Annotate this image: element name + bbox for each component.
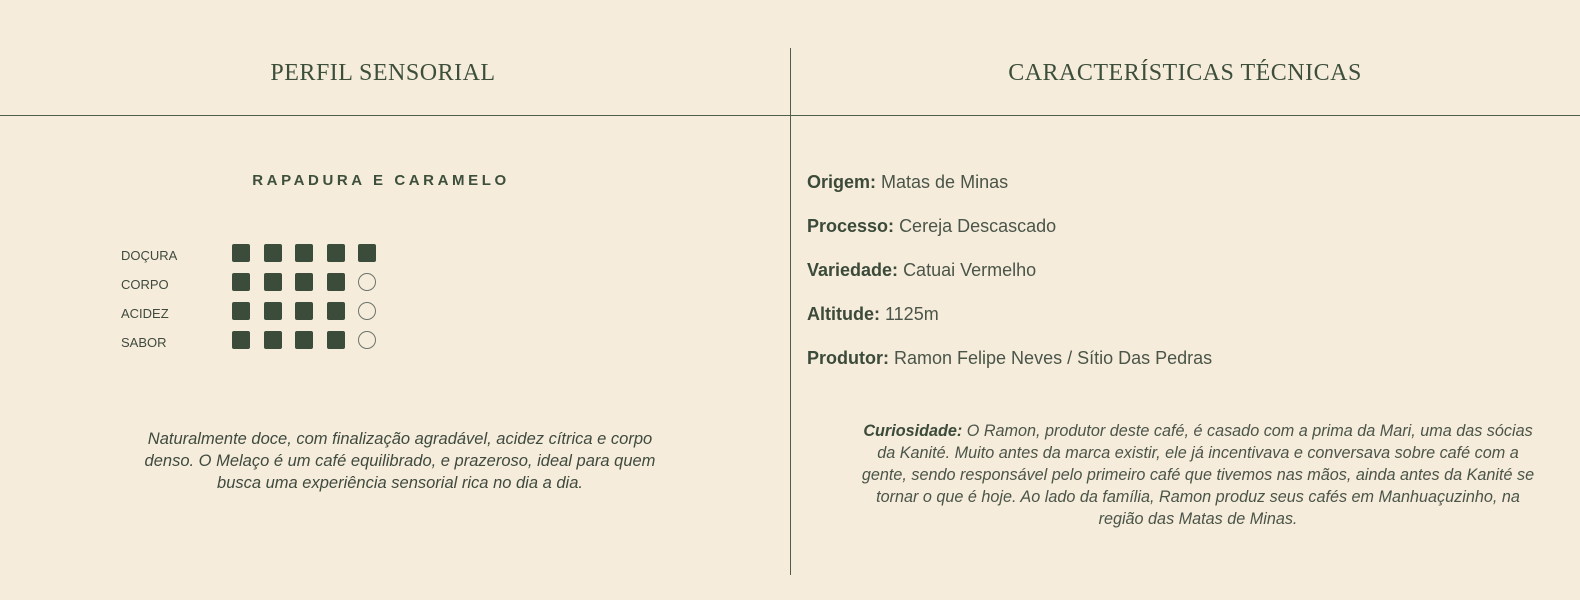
- curiosity-label: Curiosidade:: [863, 422, 963, 440]
- spec-label: Variedade:: [807, 260, 899, 280]
- spec-value: Cereja Descascado: [899, 216, 1057, 236]
- rating-dot-filled: [295, 244, 313, 262]
- spec-value: 1125m: [885, 304, 939, 324]
- rating-dot-filled: [327, 331, 345, 349]
- vertical-divider: [790, 48, 791, 575]
- technical-specs: [807, 170, 1212, 390]
- rating-dot-filled: [327, 273, 345, 291]
- rating-dot-filled: [264, 331, 282, 349]
- horizontal-divider: [0, 115, 1580, 116]
- spec-produtor: [807, 346, 1212, 390]
- rating-label: CORPO: [121, 277, 169, 292]
- spec-label: Altitude:: [807, 304, 880, 324]
- rating-dot-filled: [232, 331, 250, 349]
- curiosity-paragraph: [858, 420, 1538, 530]
- rating-dot-empty: [358, 302, 376, 320]
- spec-value: Matas de Minas: [881, 172, 1009, 192]
- rating-label: ACIDEZ: [121, 306, 169, 321]
- rating-dot-filled: [264, 244, 282, 262]
- technical-characteristics-title: CARACTERÍSTICAS TÉCNICAS: [1008, 60, 1362, 86]
- spec-label: Processo:: [807, 216, 895, 236]
- rating-dot-filled: [232, 244, 250, 262]
- spec-altitude: [807, 302, 1212, 346]
- sensory-profile-title: PERFIL SENSORIAL: [270, 60, 496, 86]
- rating-dot-filled: [327, 302, 345, 320]
- curiosity-text: O Ramon, produtor deste café, é casado com a prima da Mari, uma das sócias da Kanité. Muito antes da marca existir, ele já incentivava e conversava sobre café com a gente, sendo responsável pelo primeiro café que tivemos nas mãos, ainda antes da Kanité se tornar o que é hoje. Ao lado da família, Ramon produz seus cafés em Manhuaçuzinho, na região das Matas de Minas.: [861, 422, 1535, 528]
- spec-processo: [807, 214, 1212, 258]
- spec-value: Catuai Vermelho: [903, 260, 1037, 280]
- rating-label: SABOR: [121, 335, 167, 350]
- rating-dot-filled: [358, 244, 376, 262]
- rating-dot-filled: [295, 331, 313, 349]
- rating-dot-filled: [264, 302, 282, 320]
- rating-dot-filled: [232, 302, 250, 320]
- rating-dot-filled: [295, 302, 313, 320]
- rating-dot-filled: [295, 273, 313, 291]
- rating-dot-filled: [264, 273, 282, 291]
- rating-dot-filled: [232, 273, 250, 291]
- sensory-subtitle: RAPADURA E CARAMELO: [252, 172, 510, 189]
- rating-dot-empty: [358, 273, 376, 291]
- spec-label: Origem:: [807, 172, 877, 192]
- rating-dot-filled: [327, 244, 345, 262]
- spec-label: Produtor:: [807, 348, 889, 368]
- rating-dot-empty: [358, 331, 376, 349]
- spec-value: Ramon Felipe Neves / Sítio Das Pedras: [894, 348, 1213, 368]
- sensory-description: Naturalmente doce, com finalização agradável, acidez cítrica e corpo denso. O Melaço é um café equilibrado, e prazeroso, ideal para quem busca uma experiência sensorial rica no dia a dia.: [144, 430, 656, 492]
- rating-label: DOÇURA: [121, 248, 178, 263]
- spec-origem: [807, 170, 1212, 214]
- spec-variedade: [807, 258, 1212, 302]
